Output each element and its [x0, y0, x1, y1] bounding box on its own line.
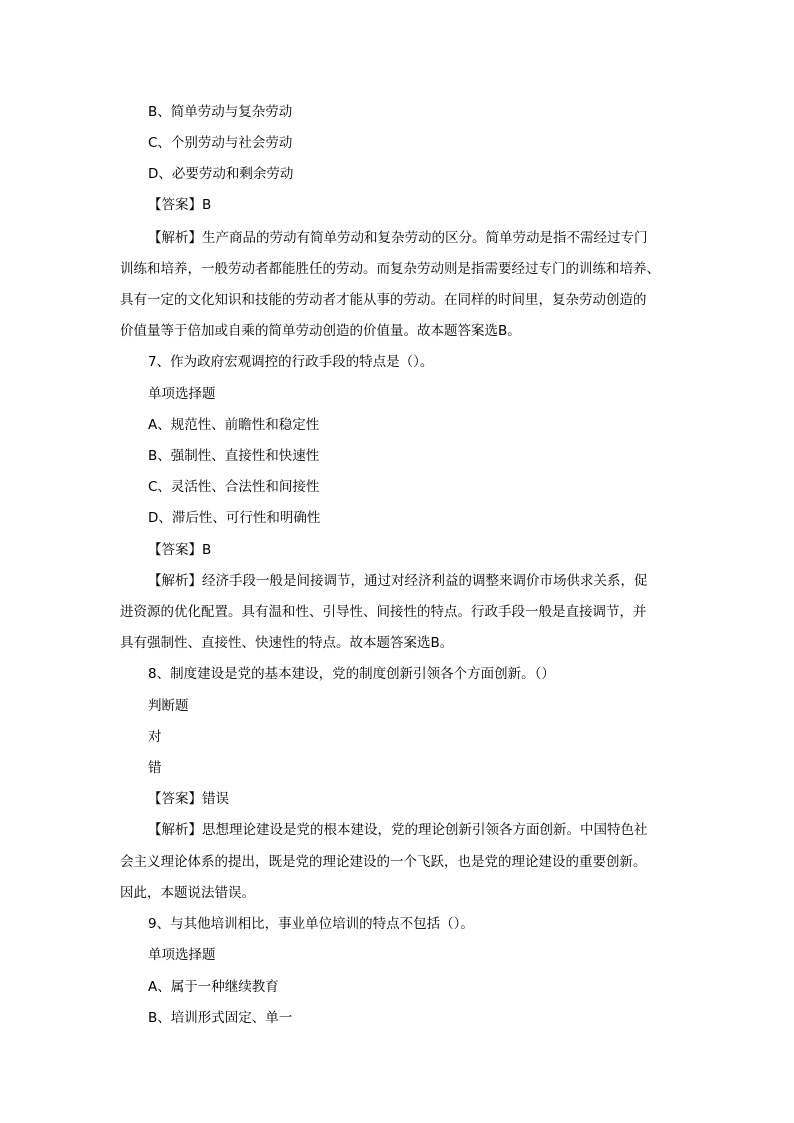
q7-question: 7、作为政府宏观调控的行政手段的特点是（）。	[148, 354, 434, 370]
q6-analysis-line-1: 【解析】生产商品的劳动有简单劳动和复杂劳动的区分。简单劳动是指不需经过专门	[148, 230, 648, 246]
q6-analysis-line-3: 具有一定的文化知识和技能的劳动者才能从事的劳动。在同样的时间里，复杂劳动创造的	[120, 292, 647, 308]
q9-option-a: A、属于一种继续教育	[148, 979, 279, 995]
q7-option-b: B、强制性、直接性和快速性	[148, 448, 320, 464]
q8-option-false: 错	[148, 760, 162, 776]
q6-answer: 【答案】B	[148, 197, 212, 213]
q9-question: 9、与其他培训相比，事业单位培训的特点不包括（）。	[148, 916, 474, 932]
q8-analysis-line-2: 会主义理论体系的提出，既是党的理论建设的一个飞跃，也是党的理论建设的重要创新。	[120, 854, 647, 870]
q8-analysis-line-3: 因此，本题说法错误。	[120, 885, 255, 901]
q9-option-b: B、培训形式固定、单一	[148, 1010, 293, 1026]
q7-analysis-line-2: 进资源的优化配置。具有温和性、引导性、间接性的特点。行政手段一般是直接调节，并	[120, 604, 647, 620]
q7-analysis-line-3: 具有强制性、直接性、快速性的特点。故本题答案选B。	[120, 635, 454, 651]
q8-type: 判断题	[148, 698, 189, 714]
q7-option-d: D、滞后性、可行性和明确性	[148, 510, 321, 526]
q6-option-c: C、个别劳动与社会劳动	[148, 135, 293, 151]
q8-analysis-line-1: 【解析】思想理论建设是党的根本建设，党的理论创新引领各方面创新。中国特色社	[148, 822, 648, 838]
q6-analysis-line-2: 训练和培养，一般劳动者都能胜任的劳动。而复杂劳动则是指需要经过专门的训练和培养、	[120, 261, 660, 277]
q6-option-b: B、简单劳动与复杂劳动	[148, 104, 293, 120]
q9-type: 单项选择题	[148, 947, 216, 963]
q7-type: 单项选择题	[148, 386, 216, 402]
q7-option-a: A、规范性、前瞻性和稳定性	[148, 417, 320, 433]
q8-option-true: 对	[148, 729, 162, 745]
q7-option-c: C、灵活性、合法性和间接性	[148, 479, 320, 495]
q8-question: 8、制度建设是党的基本建设，党的制度创新引领各个方面创新。（）	[148, 666, 555, 682]
q8-answer: 【答案】错误	[148, 791, 229, 807]
q6-analysis-line-4: 价值量等于倍加或自乘的简单劳动创造的价值量。故本题答案选B。	[120, 323, 521, 339]
q6-option-d: D、必要劳动和剩余劳动	[148, 166, 294, 182]
q7-analysis-line-1: 【解析】经济手段一般是间接调节，通过对经济利益的调整来调价市场供求关系，促	[148, 573, 648, 589]
q7-answer: 【答案】B	[148, 542, 212, 558]
